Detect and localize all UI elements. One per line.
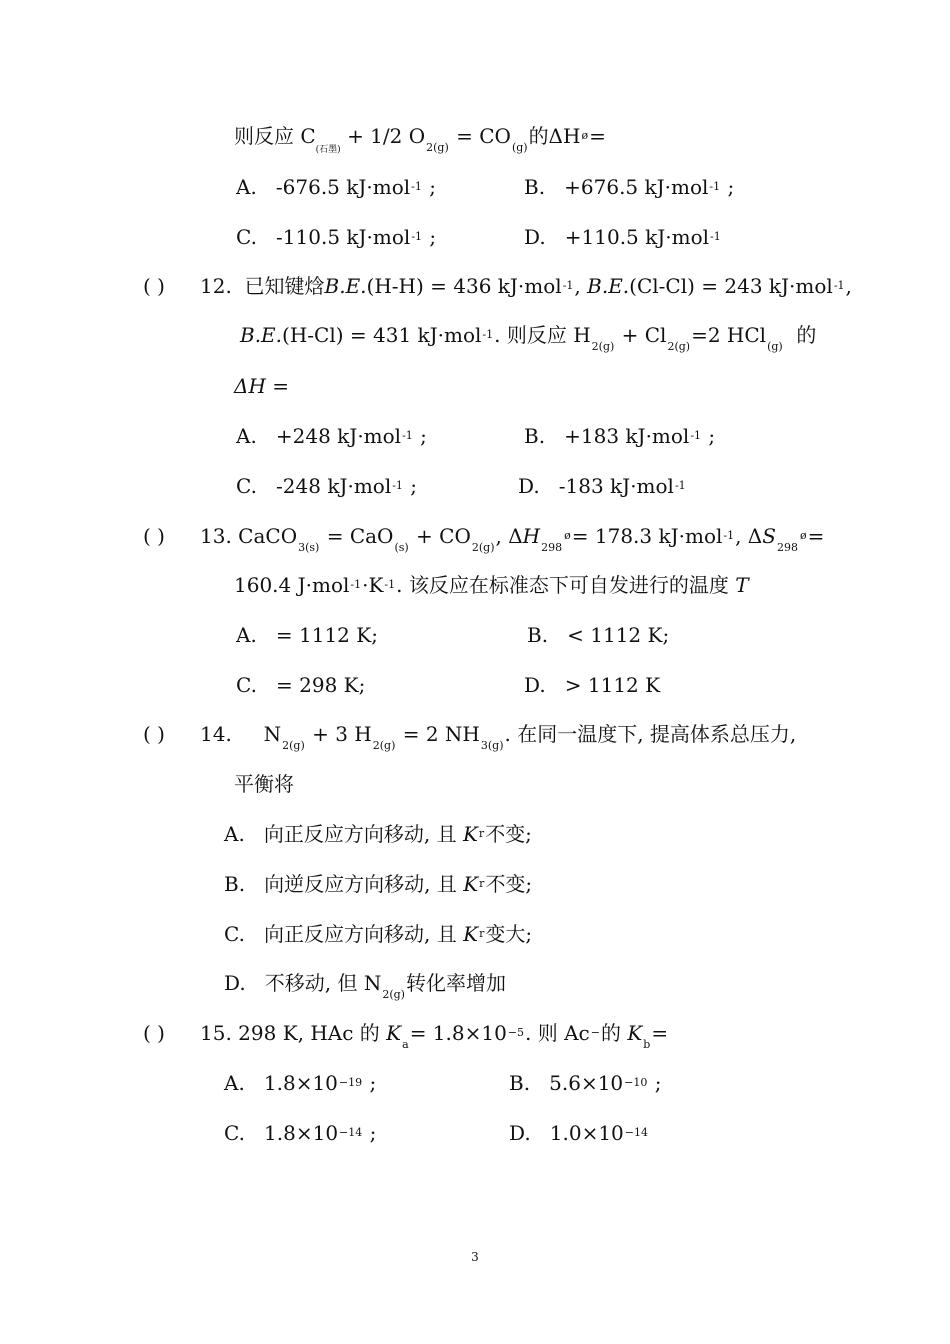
- q15-option-d: D. $1.0\times 10^{-14}$: [509, 1121, 648, 1145]
- q11-option-a: A. -676.5 kJ·mol$^{-1}$ ;: [236, 175, 436, 199]
- q13-stem-line2: 160.4 $J\cdot mol^{-1}\cdot K^{-1}$. 该反应在标准态下可自发进行的温度 T: [234, 573, 749, 597]
- q13-option-b: B. < 1112 K;: [527, 623, 670, 647]
- q12-option-d: D. -183 kJ·mol$^{-1}$: [518, 474, 686, 498]
- q12-stem-line3: ΔH =: [234, 374, 289, 398]
- q12-stem-line2: B.E.(H-Cl) = 431 kJ·mol$^{-1}$. 则反应 $H_{2(g)} + Cl_{2(g)}=2$ HCl$_{(g)}$ 的: [240, 323, 817, 353]
- q13-option-a: A. = 1112 K;: [236, 623, 378, 647]
- q13-option-d: D. > 1112 K: [524, 673, 661, 697]
- q15-answer-bracket[interactable]: ( ): [143, 1021, 165, 1045]
- q12-option-a: A. +248 kJ·mol$^{-1}$ ;: [236, 424, 427, 448]
- q13-answer-bracket[interactable]: ( ): [143, 524, 165, 548]
- q15-option-b: B. $5.6\times 10^{-10}$ ;: [509, 1071, 662, 1095]
- q14-answer-bracket[interactable]: ( ): [143, 722, 165, 746]
- q14-stem-line2: 平衡将: [234, 772, 294, 796]
- q12-answer-bracket[interactable]: ( ): [143, 274, 165, 298]
- q11-option-c: C. -110.5 kJ·mol$^{-1}$ ;: [236, 225, 437, 249]
- q14-option-b: B. 向逆反应方向移动, 且 $K^r$不变;: [224, 872, 533, 896]
- q13-option-c: C. = 298 K;: [236, 673, 366, 697]
- q12-option-c: C. -248 kJ·mol$^{-1}$ ;: [236, 474, 418, 498]
- q15-option-c: C. $1.8\times 10^{-14}$ ;: [224, 1121, 377, 1145]
- q15-stem: 15. 298 K, HAc 的 $K_a= 1.8\times 10^{-5}$. 则 Ac−的 $K_b=$: [200, 1021, 669, 1051]
- q15-option-a: A. $1.8\times 10^{-19}$ ;: [224, 1071, 377, 1095]
- q14-stem-line1: 14. $N_{2(g)} + 3$ $H_{2(g)} = 2$ $NH_{3(g)}$. 在同一温度下, 提高体系总压力,: [200, 722, 797, 752]
- q14-option-a: A. 向正反应方向移动, 且 $K^r$不变;: [224, 822, 532, 846]
- page-number: 3: [471, 1250, 479, 1264]
- q14-option-c: C. 向正反应方向移动, 且 $K^r$变大;: [224, 922, 533, 946]
- q11-option-d: D. +110.5 kJ·mol$^{-1}$: [524, 225, 721, 249]
- q14-option-d: D. 不移动, 但 $N_{2(g)}$转化率增加: [224, 971, 506, 1001]
- q13-stem-line1: 13. CaCO$_{3(s)}$ = $CaO_{(s)} + CO_{2(g)}$, $\Delta H_{298}^ø= 178.3$ kJ·mol$^{-1}$, $\Delta S_{298}^ø=$: [200, 524, 825, 554]
- q11-stem: 则反应 $C_{(石墨)} + 1/2$ $O_{2(g)} = CO_{(g)}$的$\Delta H^ø=$: [234, 124, 606, 155]
- q12-stem-line1: 12. 已知键焓B.E.(H-H) = 436 kJ·mol$^{-1}$, B.E.(Cl-Cl) = 243 kJ·mol$^{-1}$,: [200, 274, 852, 298]
- q12-option-b: B. +183 kJ·mol$^{-1}$ ;: [524, 424, 716, 448]
- q11-option-b: B. +676.5 kJ·mol$^{-1}$ ;: [524, 175, 735, 199]
